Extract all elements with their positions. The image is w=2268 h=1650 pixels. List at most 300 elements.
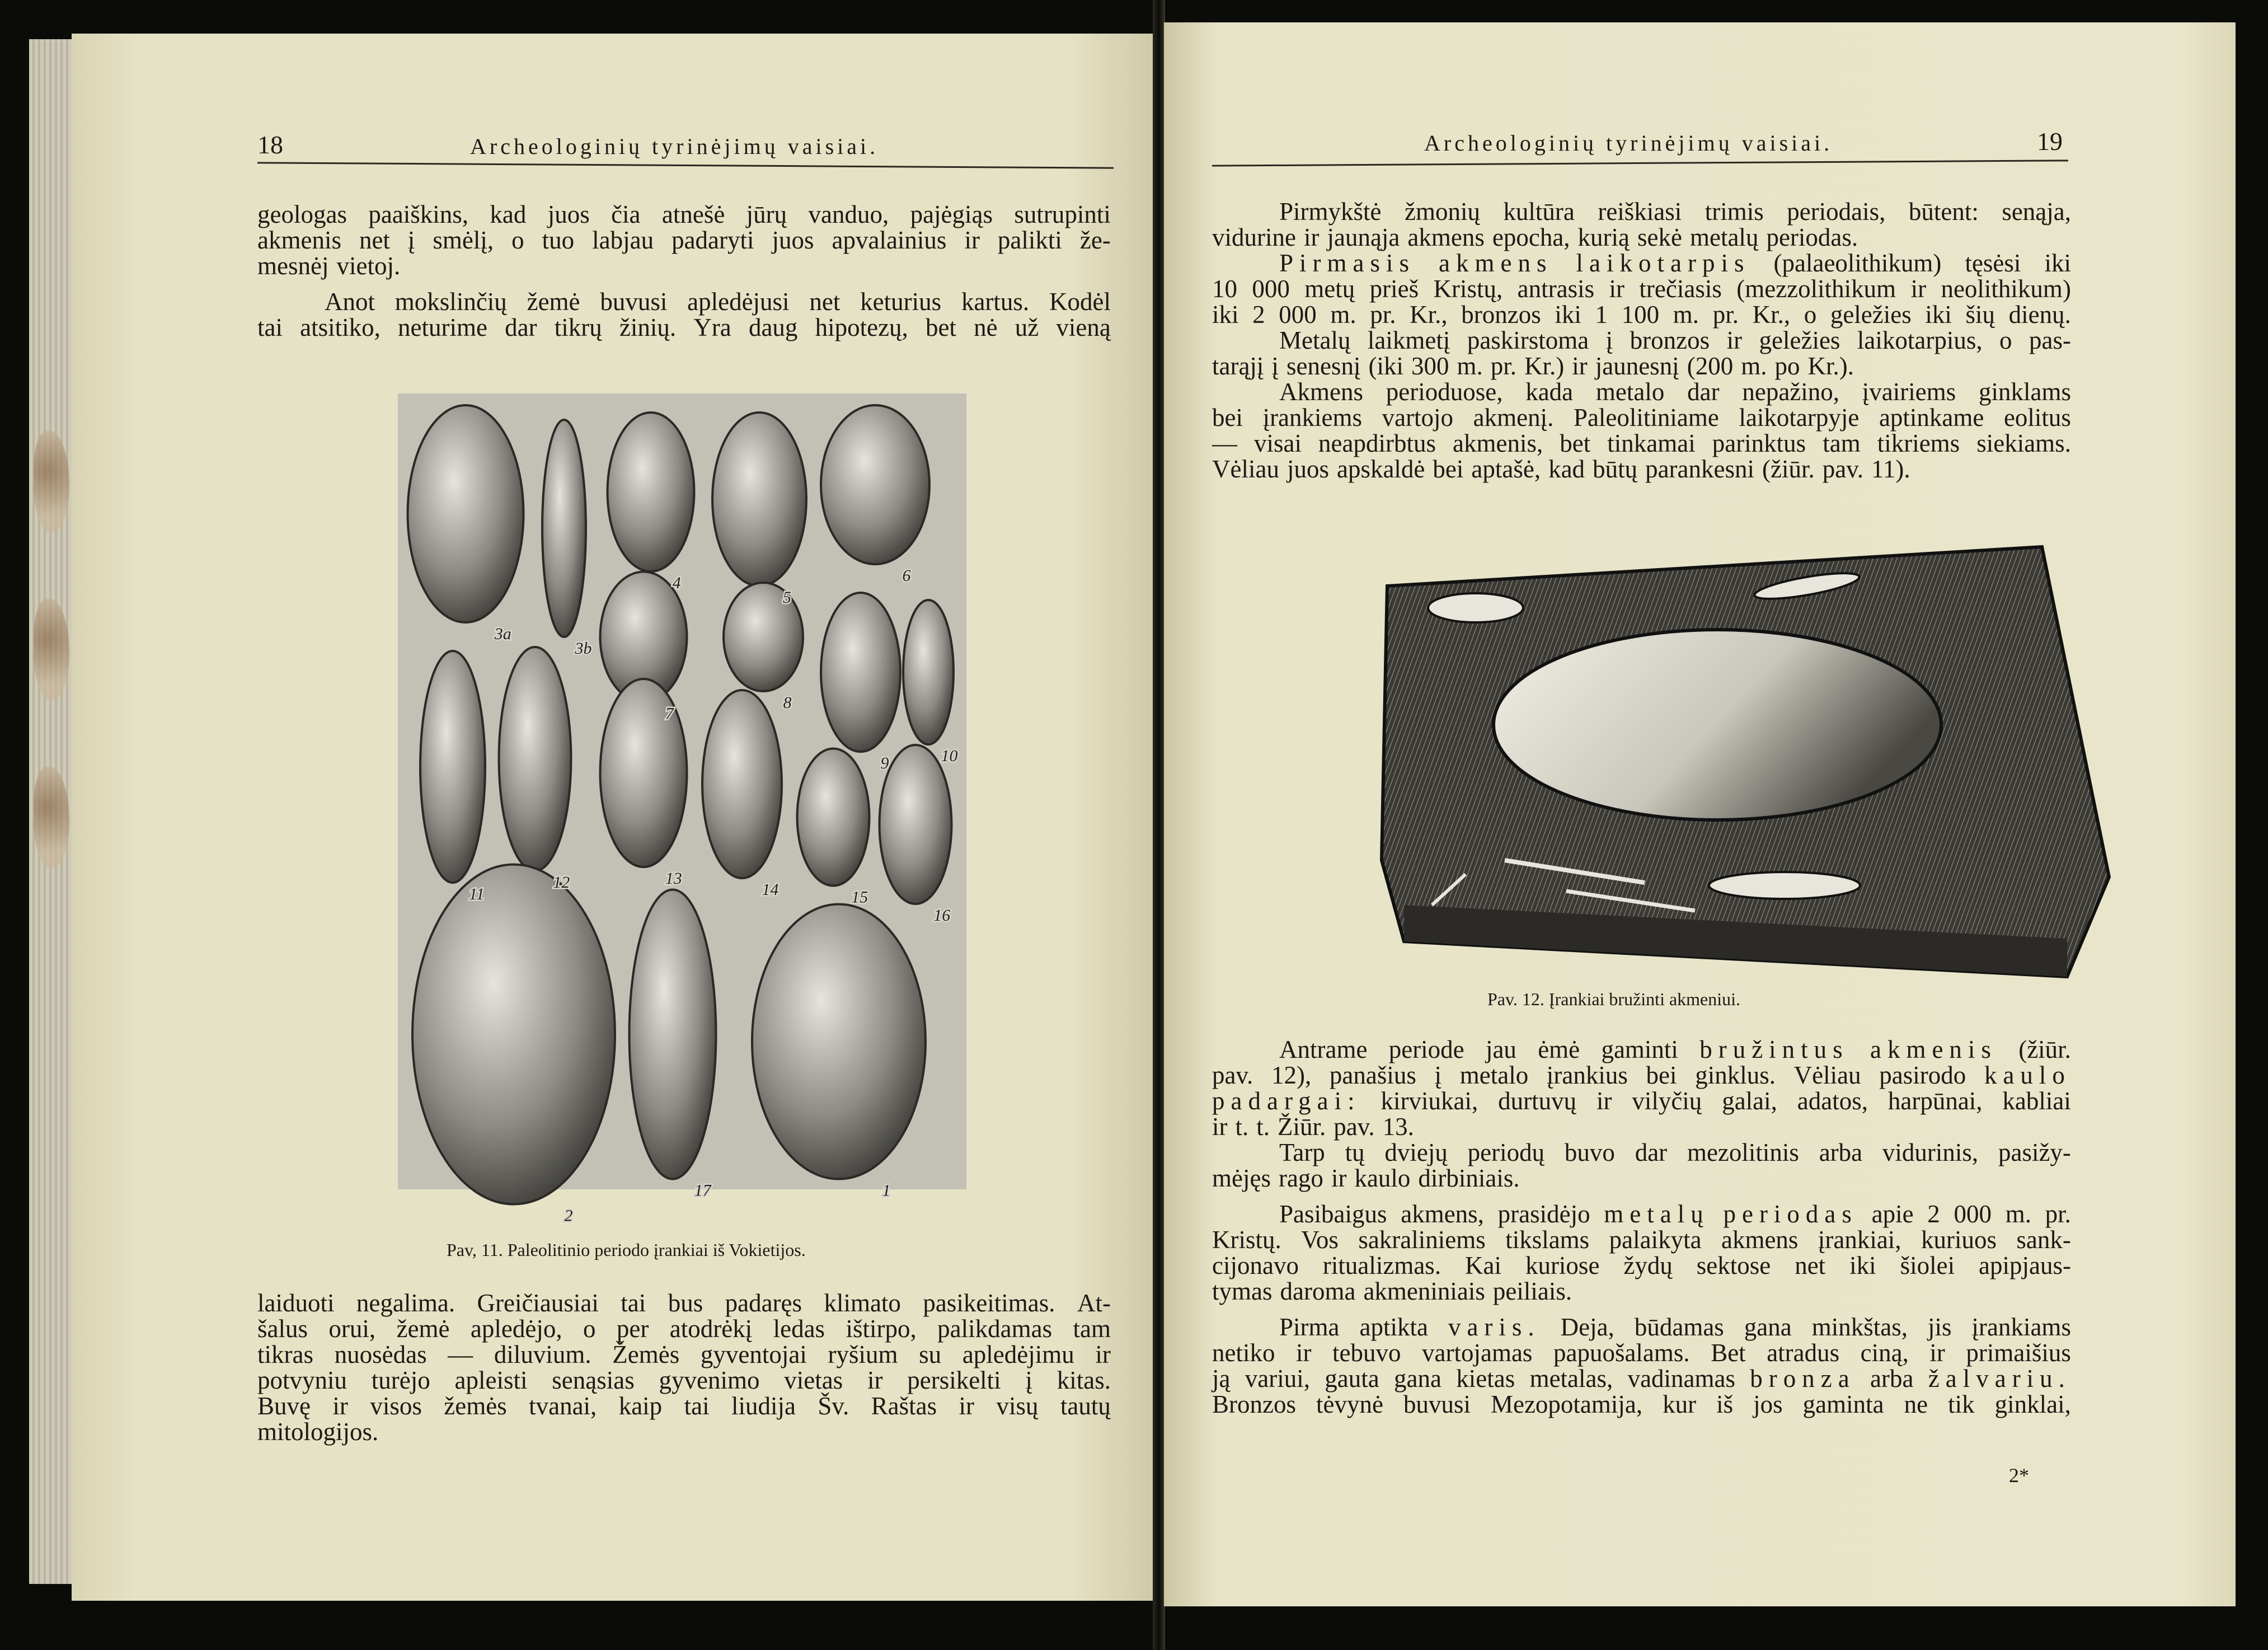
- header-rule: [1212, 160, 2068, 166]
- word: periode: [1388, 1035, 1464, 1063]
- word: paskirstoma: [1467, 326, 1589, 354]
- word: 11).: [1871, 455, 1910, 483]
- word: panašius: [1329, 1061, 1416, 1089]
- word: ją: [1212, 1365, 1231, 1393]
- word: dirbiniais.: [1418, 1164, 1520, 1192]
- flint-tool: [880, 745, 952, 904]
- word: palikdamas: [937, 1315, 1053, 1343]
- word: gana: [1744, 1313, 1792, 1341]
- word: Kai: [1465, 1251, 1501, 1279]
- word: Kristų.: [1212, 1226, 1281, 1254]
- word: Paleolitiniame: [1573, 404, 1719, 432]
- word: pasižy-: [1998, 1138, 2071, 1166]
- word: ir: [1095, 1340, 1111, 1368]
- word: geologas: [257, 200, 347, 228]
- word: apledėjimu: [962, 1340, 1074, 1368]
- text-block-bottom: [1212, 1037, 2071, 1417]
- flint-tool: [499, 647, 571, 871]
- word: apipjaus-: [1979, 1251, 2071, 1279]
- word: sakraliniems: [1358, 1226, 1486, 1254]
- word: aptinkame: [1879, 404, 1984, 432]
- word: bei: [1646, 1061, 1677, 1089]
- word: nė: [974, 313, 998, 341]
- word: bet: [1560, 429, 1591, 457]
- spaced-emphasis-word: kaulo: [1984, 1061, 2071, 1089]
- flint-tool: [608, 412, 694, 571]
- text-line: [1212, 1391, 2071, 1417]
- word: aptikta: [1359, 1313, 1428, 1341]
- text-line: [1212, 1253, 2071, 1278]
- word: ciną,: [1860, 1339, 1909, 1367]
- spaced-emphasis-word: varis.: [1448, 1313, 1541, 1341]
- word: eolitus: [2003, 404, 2071, 432]
- figure-grinding-stone: [1382, 547, 2112, 977]
- word: keturius: [860, 288, 942, 316]
- word: tai: [257, 313, 283, 341]
- word: ginklai,: [1994, 1390, 2071, 1418]
- word: mitologijos.: [257, 1418, 379, 1446]
- word: jau: [1485, 1035, 1516, 1063]
- word: laikotarpius,: [1857, 326, 1983, 354]
- word: Pasibaigus: [1279, 1200, 1387, 1228]
- word: potvyniu: [257, 1366, 348, 1394]
- word: pajėgiąs: [910, 200, 993, 228]
- word: vartojamas: [1422, 1339, 1533, 1367]
- word: liudija: [731, 1392, 796, 1420]
- word: At-: [1077, 1289, 1111, 1317]
- text-line: [1212, 1314, 2071, 1340]
- spaced-emphasis-word: padargai:: [1212, 1087, 1361, 1115]
- word: pr.: [1712, 301, 1739, 329]
- word: Kodėl: [1049, 288, 1111, 316]
- word: harpūnai,: [1887, 1087, 1983, 1115]
- word: šalus: [257, 1315, 308, 1343]
- text-line: [1212, 1062, 2071, 1088]
- word: peiliais.: [1492, 1277, 1572, 1305]
- word: tėvynė: [1316, 1390, 1383, 1418]
- word: kartus.: [961, 288, 1030, 316]
- word: negalima.: [356, 1289, 456, 1317]
- word: Raštas: [871, 1392, 937, 1420]
- word: arba: [1870, 1365, 1914, 1393]
- word: ir: [1726, 326, 1743, 354]
- word: pasikeitimas.: [923, 1289, 1055, 1317]
- flint-tool: [752, 904, 926, 1179]
- figure-label: 4: [672, 574, 681, 592]
- word: akmenis,: [1453, 429, 1543, 457]
- word: metalas,: [1529, 1365, 1613, 1393]
- word: tarąjį: [1212, 352, 1264, 380]
- word: o: [1804, 301, 1817, 329]
- text-line: [257, 1316, 1111, 1342]
- word: iki: [2044, 249, 2071, 277]
- word: kuriuos: [1921, 1226, 1997, 1254]
- word: (palaeolithikum): [1773, 249, 1942, 277]
- word: net: [1795, 1251, 1826, 1279]
- word: 000: [1279, 301, 1317, 329]
- word: persikelti: [907, 1366, 1001, 1394]
- figure-label: 1: [882, 1181, 891, 1200]
- word: tikriems: [1877, 429, 1960, 457]
- word: (žiūr.: [2018, 1035, 2071, 1063]
- word: (mezzolithikum: [1736, 275, 1896, 303]
- word: 10: [1212, 275, 1237, 303]
- word: visų: [996, 1392, 1039, 1420]
- word: po: [1774, 352, 1800, 380]
- text-block-top: [257, 201, 1111, 340]
- word: pav.: [1822, 455, 1864, 483]
- page-number: 19: [2037, 127, 2063, 156]
- word: apvalainius: [832, 226, 947, 254]
- word: papuošalams.: [1553, 1339, 1690, 1367]
- word: Pirmykštė: [1279, 198, 1382, 226]
- word: metalų: [1689, 223, 1759, 251]
- text-line: [1212, 1340, 2071, 1366]
- word: ritualizmas.: [1322, 1251, 1441, 1279]
- word: ištirpo,: [846, 1315, 917, 1343]
- word: jis: [1927, 1313, 1952, 1341]
- word: bei: [1212, 404, 1243, 432]
- word: į: [407, 226, 415, 254]
- word: diluvium.: [494, 1340, 591, 1368]
- word: įrankius: [1546, 1061, 1628, 1089]
- word: juos: [772, 226, 814, 254]
- word: iki: [1925, 301, 1952, 329]
- word: smėlį,: [433, 226, 494, 254]
- left-page: [72, 34, 1154, 1601]
- word: jaunesnį: [1595, 352, 1679, 380]
- word: netiko: [1212, 1339, 1275, 1367]
- word: trimis: [1704, 198, 1764, 226]
- word: m.: [1673, 301, 1699, 329]
- text-line: [1212, 379, 2071, 405]
- word: ir: [332, 1392, 348, 1420]
- word: jos: [1753, 1390, 1783, 1418]
- word: Bronzos: [1212, 1390, 1296, 1418]
- word: kietas: [1456, 1365, 1515, 1393]
- word: periodais,: [1787, 198, 1886, 226]
- word: visai: [1254, 429, 1302, 457]
- word: sekė: [1637, 223, 1682, 251]
- word: akmens,: [1401, 1200, 1484, 1228]
- word: padaręs: [725, 1289, 802, 1317]
- word: tam: [1073, 1315, 1111, 1343]
- word: žemė: [527, 288, 580, 316]
- word: būtent:: [1908, 198, 1979, 226]
- word: ledas: [773, 1315, 825, 1343]
- word: įrankiams: [1971, 1313, 2071, 1341]
- word: o: [583, 1315, 596, 1343]
- figure-label: 15: [851, 888, 868, 907]
- word: vanduo,: [808, 200, 889, 228]
- word: ir: [1212, 1113, 1228, 1141]
- word: įrankiai,: [1818, 1226, 1901, 1254]
- word: akmenį.: [1473, 404, 1554, 432]
- word: Žemės: [612, 1340, 680, 1368]
- word: cijonavo: [1212, 1251, 1299, 1279]
- spaced-emphasis-word: laikotarpis: [1576, 249, 1750, 277]
- word: vartojo: [1382, 404, 1454, 432]
- text-line: [1212, 1366, 2071, 1391]
- word: senąja,: [2002, 198, 2071, 226]
- word: Kr.).: [1807, 352, 1854, 380]
- word: tymas: [1212, 1277, 1272, 1305]
- word: sank-: [2016, 1226, 2071, 1254]
- word: gana: [1394, 1365, 1441, 1393]
- word: neolithikum): [1941, 275, 2071, 303]
- word: Deja,: [1560, 1313, 1614, 1341]
- word: akmenis: [257, 226, 341, 254]
- text-line: [1212, 1278, 2071, 1304]
- word: iki: [1555, 301, 1581, 329]
- word: padaryti: [672, 226, 754, 254]
- word: ryšium: [828, 1340, 898, 1368]
- figure-label: 3a: [494, 625, 511, 643]
- word: ir: [1303, 223, 1320, 251]
- word: že-: [1079, 226, 1111, 254]
- figure-label: 5: [783, 588, 791, 607]
- word: vilyčių: [1632, 1087, 1702, 1115]
- flint-tool: [542, 420, 586, 637]
- word: žydų: [1623, 1251, 1673, 1279]
- word: žmonių: [1404, 198, 1480, 226]
- word: iki: [1212, 301, 1239, 329]
- word: variui,: [1245, 1365, 1310, 1393]
- word: ir: [1596, 1087, 1612, 1115]
- flint-tool: [408, 405, 524, 622]
- word: dar: [1687, 378, 1720, 406]
- word: akmeniniais: [1363, 1277, 1485, 1305]
- word: iki: [1849, 1251, 1876, 1279]
- word: ir: [1296, 1339, 1312, 1367]
- word: orui,: [328, 1315, 376, 1343]
- word: vidurinis,: [1882, 1138, 1979, 1166]
- word: ginklams: [1978, 378, 2071, 406]
- word: tautų: [1060, 1392, 1111, 1420]
- word: 12),: [1271, 1061, 1312, 1089]
- word: apledėjo,: [470, 1315, 562, 1343]
- word: m.: [1330, 301, 1356, 329]
- running-head: Archeologinių tyrinėjimų vaisiai.: [1424, 130, 1833, 156]
- word: Anot: [325, 288, 375, 316]
- word: ėmė: [1538, 1035, 1580, 1063]
- word: kitas.: [1056, 1366, 1111, 1394]
- word: minkštas,: [1811, 1313, 1908, 1341]
- text-line: [257, 1367, 1111, 1393]
- text-line: [1212, 1140, 2071, 1165]
- word: bei: [1433, 455, 1464, 483]
- word: apskaldė: [1336, 455, 1425, 483]
- word: Šv.: [818, 1392, 849, 1420]
- right-page: [1164, 22, 2236, 1606]
- word: pr.: [2045, 1200, 2071, 1228]
- word: 100: [1621, 301, 1660, 329]
- text-line: [257, 201, 1111, 227]
- text-line: [1212, 327, 2071, 353]
- word: antrasis: [1517, 275, 1595, 303]
- spaced-emphasis-word: akmens: [1439, 249, 1553, 277]
- word: kabliai: [2002, 1087, 2071, 1115]
- word: metų: [1304, 275, 1355, 303]
- floral-pattern: [34, 599, 69, 700]
- word: pav.: [1212, 1061, 1253, 1089]
- word: turėjo: [371, 1366, 430, 1394]
- word: Kr.,: [1410, 301, 1448, 329]
- word: ir: [1572, 352, 1588, 380]
- word: tikrų: [554, 313, 602, 341]
- word: 13.: [1382, 1113, 1414, 1141]
- word: dar: [1635, 1138, 1668, 1166]
- word: į: [1025, 1366, 1032, 1394]
- word: Kristų,: [1433, 275, 1503, 303]
- word: ir: [867, 1366, 883, 1394]
- figure-label: 16: [933, 906, 951, 925]
- spaced-emphasis-word: periodas: [1723, 1200, 1858, 1228]
- word: mėjęs: [1212, 1164, 1271, 1192]
- word: Yra: [693, 313, 731, 341]
- figure-caption: Pav, 11. Paleolitinio periodo įrankiai iš Vokietijos.: [447, 1240, 806, 1260]
- flint-tool: [903, 600, 954, 744]
- word: 2: [1927, 1200, 1940, 1228]
- word: perioduose,: [1386, 378, 1503, 406]
- word: įvairiems: [1862, 378, 1956, 406]
- word: buvusi: [1403, 1390, 1471, 1418]
- word: dar: [505, 313, 537, 341]
- word: tęsėsi: [1965, 249, 2021, 277]
- word: net: [809, 288, 840, 316]
- text-line: [1212, 199, 2071, 224]
- flint-tool: [600, 679, 687, 867]
- word: Kr.): [1524, 352, 1565, 380]
- word: nepažino,: [1742, 378, 1840, 406]
- floral-pattern: [34, 767, 69, 868]
- word: žinių.: [619, 313, 677, 341]
- word: (žiūr.: [1762, 455, 1815, 483]
- word: tuo: [542, 226, 575, 254]
- text-line: [1212, 1227, 2071, 1253]
- word: kultūra: [1503, 198, 1575, 226]
- word: periodas.: [1766, 223, 1858, 251]
- word: reiškiasi: [1598, 198, 1682, 226]
- word: Vos: [1301, 1226, 1339, 1254]
- word: buvo: [1564, 1138, 1615, 1166]
- page-number: 18: [257, 130, 283, 159]
- word: mesnėj: [257, 252, 329, 280]
- word: tai: [621, 1289, 646, 1317]
- word: m.: [2005, 1200, 2031, 1228]
- running-head: Archeologinių tyrinėjimų vaisiai.: [470, 134, 879, 159]
- word: mezolitinis: [1687, 1138, 1799, 1166]
- word: buvusi: [600, 288, 668, 316]
- word: laikmetį: [1367, 326, 1450, 354]
- word: kad: [1548, 455, 1585, 483]
- word: paaiškins,: [368, 200, 469, 228]
- figure-caption: Pav. 12. Įrankiai bružinti akmeniui.: [1487, 989, 1741, 1009]
- text-line: [257, 315, 1111, 340]
- spaced-emphasis-word: Pirmasis: [1279, 249, 1416, 277]
- flint-tool: [821, 593, 900, 752]
- word: Kr.,: [1752, 301, 1791, 329]
- word: Pirma: [1279, 1313, 1340, 1341]
- word: Mezopotamija,: [1490, 1390, 1643, 1418]
- word: 1: [1595, 301, 1608, 329]
- word: senąsias: [552, 1366, 635, 1394]
- word: m.: [1741, 352, 1767, 380]
- word: 000: [1954, 1200, 1992, 1228]
- word: pr.: [1370, 301, 1396, 329]
- word: šių: [1965, 301, 1995, 329]
- word: į: [1271, 352, 1279, 380]
- word: žemės: [444, 1392, 507, 1420]
- word: ir: [1609, 275, 1625, 303]
- figure-paleolithic-tools: [398, 393, 966, 1225]
- word: tik: [1948, 1390, 1975, 1418]
- word: tai: [684, 1392, 710, 1420]
- word: ir: [964, 226, 980, 254]
- word: į: [1434, 1061, 1442, 1089]
- word: neapdirbtus: [1318, 429, 1436, 457]
- word: vidurine: [1212, 223, 1296, 251]
- word: tam: [1823, 429, 1861, 457]
- spaced-emphasis-word: bronza: [1750, 1365, 1856, 1393]
- word: juos: [1286, 455, 1329, 483]
- text-line: [1212, 1165, 2071, 1191]
- figure-label: 6: [902, 566, 911, 585]
- word: geležies: [1830, 301, 1912, 329]
- text-line: [257, 253, 1111, 279]
- word: atsitiko,: [300, 313, 381, 341]
- word: gyvenimo: [659, 1366, 760, 1394]
- word: ginklus.: [1695, 1061, 1776, 1089]
- word: gyventojai: [700, 1340, 807, 1368]
- text-line: [1212, 276, 2071, 302]
- word: kur: [1663, 1390, 1697, 1418]
- word: bus: [668, 1289, 703, 1317]
- word: sektose: [1696, 1251, 1771, 1279]
- book-spine: [1153, 0, 1165, 1650]
- text-line: [257, 1419, 1111, 1445]
- word: epocha,: [1492, 223, 1570, 251]
- text-line: [257, 289, 1111, 315]
- word: daroma: [1280, 1277, 1356, 1305]
- word: čia: [611, 200, 641, 228]
- word: mokslinčių: [395, 288, 507, 316]
- word: jaunąja: [1327, 223, 1400, 251]
- flint-tool: [797, 749, 870, 886]
- word: akmens: [1407, 223, 1485, 251]
- word: bet: [925, 313, 956, 341]
- word: Antrame: [1279, 1035, 1368, 1063]
- text-block-bottom: [257, 1290, 1111, 1445]
- word: ir: [1910, 275, 1927, 303]
- flint-tool: [412, 865, 615, 1204]
- word: vieną: [1056, 313, 1111, 341]
- word: Akmens: [1279, 378, 1363, 406]
- word: bronzos: [1461, 301, 1541, 329]
- word: t.: [1235, 1113, 1249, 1141]
- word: įrankiems: [1262, 404, 1363, 432]
- word: pav.: [1333, 1113, 1375, 1141]
- word: sutrupinti: [1014, 200, 1111, 228]
- word: —: [448, 1340, 473, 1368]
- word: metalo: [1595, 378, 1665, 406]
- flint-tool: [702, 690, 782, 878]
- word: į: [1605, 326, 1613, 354]
- text-line: [257, 227, 1111, 253]
- figure-label: 12: [553, 873, 570, 892]
- word: o: [511, 226, 524, 254]
- word: kada: [1525, 378, 1574, 406]
